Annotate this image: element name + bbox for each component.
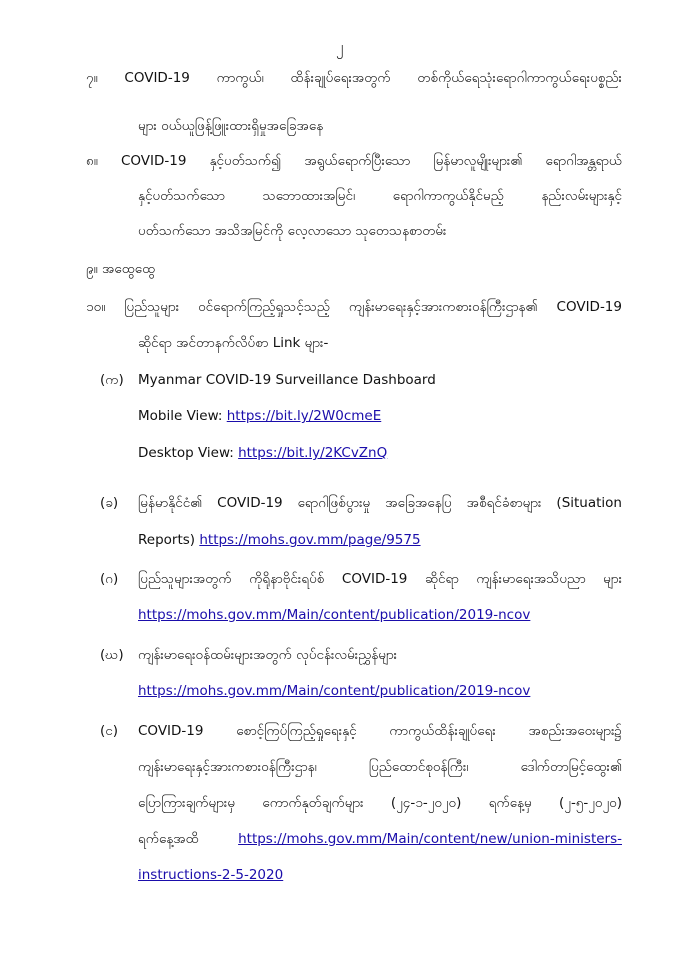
desktop-view-row [138, 443, 387, 463]
item-10-line-1: ၁၀။ ပြည်သူများ ဝင်ရောက်ကြည့်ရှုသင့်သည့် ကျန်းမာရေးနှင့်အားကစားဝန်ကြီးဌာန၏ COVID-19 [86, 299, 622, 315]
subitem-gha-link-row [138, 681, 530, 701]
item-10-line-2: ဆိုင်ရာ အင်တာနက်လိပ်စာ Link များ- [138, 335, 329, 351]
item-7-line-1: ၇။ COVID-19 ကာကွယ်၊ ထိန်းချုပ်ရေးအတွက် တစ်ကိုယ်ရေသုံးရောဂါကာကွယ်ရေးပစ္စည်း [86, 70, 622, 86]
union-minister-instructions-link-continued[interactable]: instructions-2-5-2020 [138, 867, 284, 883]
item-8-line-3: ပတ်သက်သော အသိအမြင်ကို လေ့လာသော သုတေသနစာတမ်း [138, 223, 447, 239]
item-8-line-2: နှင့်ပတ်သက်သော သဘောထားအမြင်၊ ရောဂါကာကွယ်နိုင်မည့် နည်းလမ်းများနှင့် [138, 188, 622, 204]
subitem-nga-line-3: ပြောကြားချက်များမှ ကောက်နုတ်ချက်များ (၂၄-၁-၂၀၂၀) ရက်နေ့မှ (၂-၅-၂၀၂၀) [138, 795, 622, 811]
subitem-nga-line-5 [138, 865, 283, 885]
desktop-view-link[interactable]: https://bit.ly/2KCvZnQ [238, 445, 388, 461]
subitem-gha-line-1: ကျန်းမာရေးဝန်ထမ်းများအတွက် လုပ်ငန်းလမ်းညွှန်များ [138, 647, 398, 663]
subitem-kha-label: (ခ) [100, 495, 119, 511]
situation-reports-link[interactable]: https://mohs.gov.mm/page/9575 [199, 532, 421, 548]
union-minister-instructions-link[interactable]: https://mohs.gov.mm/Main/content/new/union-ministers- [238, 831, 622, 847]
item-9-line-1: ၉။ အထွေထွေ [86, 261, 156, 277]
subitem-ga-link-row [138, 605, 530, 625]
subitem-nga-line-1: COVID-19 စောင့်ကြပ်ကြည့်ရှုရေးနှင့် ကာကွယ်ထိန်းချုပ်ရေး အစည်းအဝေးများ၌ [138, 723, 622, 739]
mobile-view-label: Mobile View: [138, 408, 227, 424]
item-8-line-1: ၈။ COVID-19 နှင့်ပတ်သက်၍ အရွယ်ရောက်ပြီးသော မြန်မာလူမျိုးများ၏ ရောဂါအန္တရာယ် [86, 153, 622, 169]
subitem-ka-title: Myanmar COVID-19 Surveillance Dashboard [138, 372, 436, 388]
mobile-view-row [138, 406, 381, 426]
mobile-view-link[interactable]: https://bit.ly/2W0cmeE [226, 408, 382, 424]
desktop-view-label: Desktop View: [138, 445, 239, 461]
subitem-kha-line-1: မြန်မာနိုင်ငံ၏ COVID-19 ရောဂါဖြစ်ပွားမှု အခြေအနေပြ အစီရင်ခံစာများ (Situation [138, 495, 622, 511]
subitem-ga-label: (ဂ) [100, 571, 119, 587]
subitem-gha-label: (ဃ) [100, 647, 124, 663]
subitem-kha-line-2 [138, 530, 421, 550]
public-health-knowledge-link[interactable]: https://mohs.gov.mm/Main/content/publication/2019-ncov [138, 607, 531, 623]
page-number: ၂ [335, 38, 344, 56]
situation-reports-text: Reports) [138, 532, 200, 548]
item-7-line-2: များ ဝယ်ယူဖြန့်ဖြူးထားရှိမှုအခြေအနေ [138, 118, 324, 134]
subitem-ka-label: (က) [100, 372, 124, 388]
subitem-nga-label: (င) [100, 723, 119, 739]
health-staff-guidelines-link[interactable]: https://mohs.gov.mm/Main/content/publication/2019-ncov [138, 683, 531, 699]
subitem-nga-line-2: ကျန်းမာရေးနှင့်အားကစားဝန်ကြီးဌာန၊ ပြည်ထောင်စုဝန်ကြီး၊ ဒေါက်တာမြင့်ထွေး၏ [138, 759, 622, 775]
until-date-text: ရက်နေ့အထိ [138, 831, 199, 847]
subitem-ga-line-1: ပြည်သူများအတွက် ကိုရိုနာဗိုင်းရပ်စ် COVID-19 ဆိုင်ရာ ကျန်းမာရေးအသိပညာ များ [138, 571, 622, 587]
subitem-nga-line-4 [138, 829, 622, 849]
